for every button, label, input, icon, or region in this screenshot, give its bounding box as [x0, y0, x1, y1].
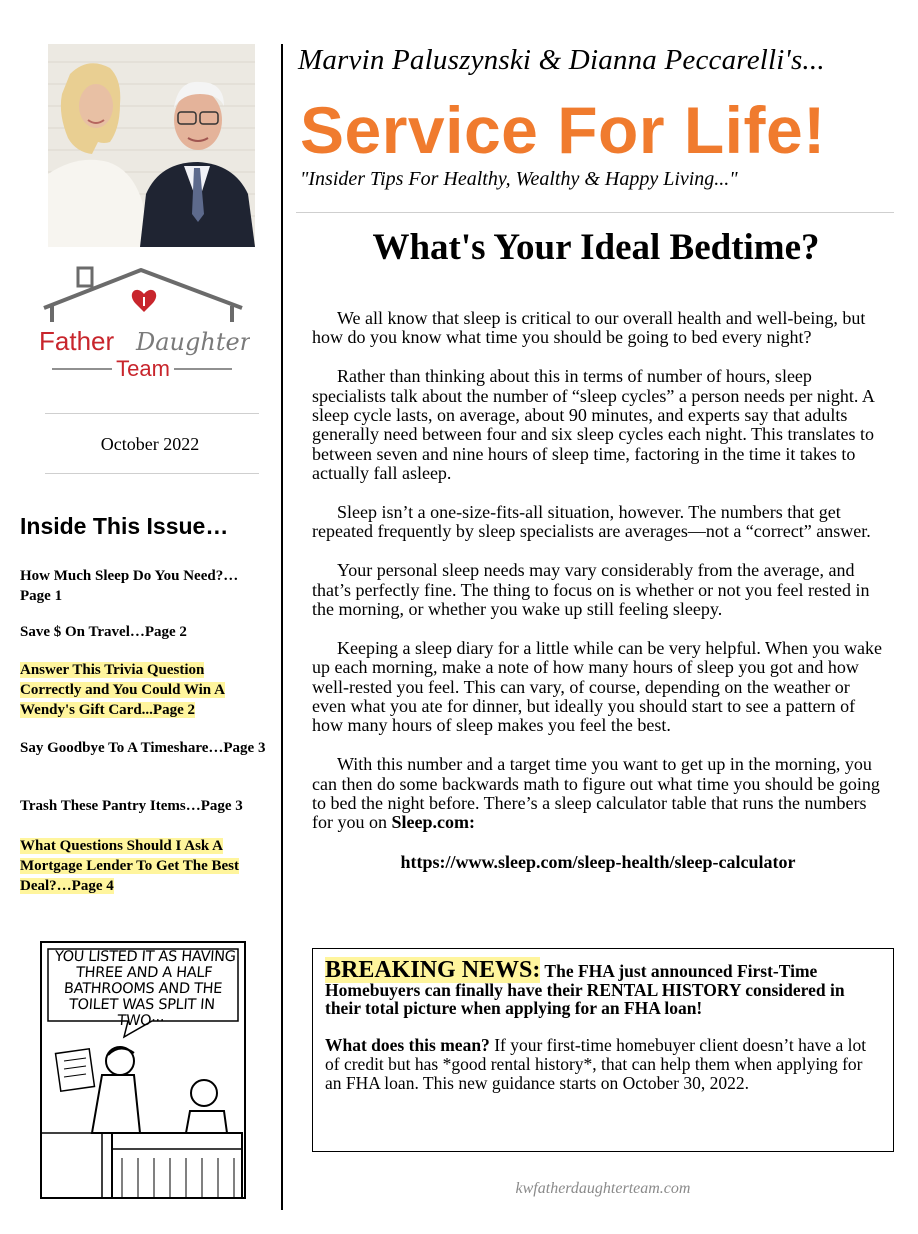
sidebar-divider [45, 473, 259, 474]
toc-item-highlighted [20, 836, 268, 896]
sidebar [0, 0, 282, 1234]
toc-item-text: What Questions Should I Ask A Mortgage Lender To Get The Best Deal?…Page 4 [20, 838, 240, 894]
logo-word-team: Team [116, 356, 170, 381]
news-body [325, 1036, 881, 1092]
issue-date: October 2022 [100, 434, 200, 454]
news-headline-text: The FHA just announced First-Time Homebuyers can finally have their RENTAL HISTORY considered in their total picture when applying for an FHA loan! [325, 961, 845, 1019]
sleep-com-label: Sleep.com: [391, 812, 475, 833]
masthead-authors: Marvin Paluszynski & Dianna Peccarelli's... [298, 44, 825, 76]
toc-item-highlighted [20, 660, 268, 720]
toc-item-text: How Much Sleep Do You Need?…Page 1 [20, 568, 239, 604]
toc-item-text: Answer This Trivia Question Correctly and You Could Win A Wendy's Gift Card...Page 2 [20, 662, 225, 718]
toc-item [20, 622, 268, 642]
article-body [312, 309, 884, 892]
toc-item [20, 796, 268, 816]
news-question: What does this mean? [325, 1035, 490, 1056]
article-paragraph-text: With this number and a target time you want to get up in the morning, you can then do some backwards math to figure out what time you should be going to bed the night before. There’s a sleep calculator table that runs the numbers for you on [312, 754, 880, 833]
logo-word-father: Father [39, 326, 115, 356]
cartoon-caption: YOU LISTED IT AS HAVING THREE AND A HALF BATHROOMS AND THE TOILET WAS SPLIT IN TWO··· [54, 949, 237, 1029]
sleep-calculator-link[interactable]: https://www.sleep.com/sleep-health/sleep-calculator [400, 851, 796, 872]
masthead-divider [296, 212, 894, 213]
article-paragraph: We all know that sleep is critical to our overall health and well-being, but how do you know what time you should be going to bed every night? [312, 308, 866, 348]
toc-item-text: Trash These Pantry Items…Page 3 [20, 798, 243, 814]
toc-item-text: Say Goodbye To A Timeshare…Page 3 [20, 740, 266, 756]
masthead-tagline: "Insider Tips For Healthy, Wealthy & Happy Living..." [300, 168, 738, 190]
logo-word-daughter: Daughter [136, 328, 250, 356]
article-paragraph: Rather than thinking about this in terms of number of hours, sleep specialists talk about the number of “sleep cycles” a person needs per night. A sleep cycle lasts, on average, about 90 minutes, and experts say that adults generally need between four and six sleep cycles each night. This translates to between seven and nine hours of sleep time, factoring in the time it takes to actually fall asleep. [312, 366, 874, 484]
article-paragraph: Sleep isn’t a one-size-fits-all situation, however. The numbers that get repeated frequently by sleep specialists are averages—not a “correct” answer. [312, 502, 871, 542]
toc-item [20, 566, 268, 606]
column-divider [281, 44, 283, 1210]
toc-item [20, 738, 268, 758]
team-photo [48, 44, 255, 247]
article-headline: What's Your Ideal Bedtime? [372, 227, 820, 268]
article-paragraph [312, 755, 884, 833]
father-daughter-team-logo [36, 264, 250, 382]
news-body-text: If your first-time homebuyer client doesn’t have a lot of credit but has *good rental history*, that can help them when applying for an FHA loan. This new guidance starts on October 30, 2022. [325, 1035, 867, 1093]
toc-item-text: Save $ On Travel…Page 2 [20, 624, 187, 640]
breaking-news-label: BREAKING NEWS: [325, 957, 541, 983]
article-paragraph: Keeping a sleep diary for a little while can be very helpful. When you wake up each morning, make a note of how many hours of sleep you got and how well-rested you feel. This can vary, of course, depending on the weather or even what you ate for dinner, but ideally you should start to see a pattern of how many hours of sleep makes you feel the best. [312, 637, 882, 736]
news-headline [325, 957, 881, 1019]
article-paragraph: Your personal sleep needs may vary considerably from the average, and that’s perfectly fine. The thing to focus on is whether or not you feel rested in the morning, or whether you wake up still feeling sleepy. [312, 560, 870, 620]
cartoon [40, 941, 246, 1199]
breaking-news-box [312, 948, 894, 1152]
inside-issue-heading: Inside This Issue… [20, 513, 229, 539]
sidebar-divider [45, 413, 259, 414]
masthead-title: Service For Life! [300, 93, 826, 167]
footer-website[interactable]: kwfatherdaughterteam.com [515, 1180, 691, 1197]
